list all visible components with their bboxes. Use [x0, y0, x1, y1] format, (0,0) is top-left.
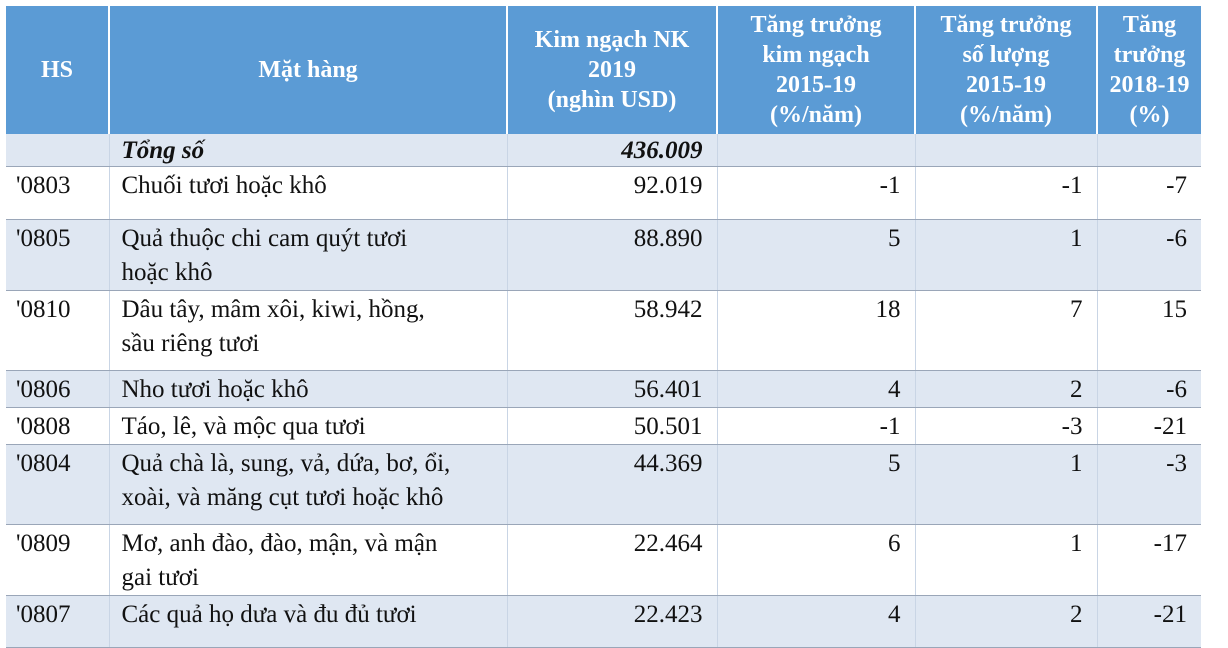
table-row [6, 525, 1201, 596]
volume-growth-cell: 2 [915, 596, 1097, 648]
value-growth-cell: 4 [717, 371, 915, 408]
header-volume-growth: Tăng trưởng số lượng 2015-19 (%/năm) [915, 6, 1097, 134]
hs-code-cell: '0808 [6, 408, 109, 445]
total-row [6, 134, 1201, 167]
hs-code-cell: '0810 [6, 291, 109, 371]
total-value: 436.009 [507, 134, 717, 167]
annual-growth-cell: -21 [1097, 408, 1201, 445]
item-cell: Quả thuộc chi cam quýt tươi hoặc khô [109, 220, 507, 291]
volume-growth-cell: -3 [915, 408, 1097, 445]
total-label: Tổng số [109, 134, 507, 167]
annual-growth-cell: -3 [1097, 445, 1201, 525]
volume-growth-cell: 2 [915, 371, 1097, 408]
fruit-import-table [6, 6, 1201, 648]
annual-growth-cell: 15 [1097, 291, 1201, 371]
import-value-cell: 92.019 [507, 167, 717, 220]
annual-growth-cell: -6 [1097, 220, 1201, 291]
total-empty-cell [1097, 134, 1201, 167]
import-value-cell: 58.942 [507, 291, 717, 371]
volume-growth-cell: 7 [915, 291, 1097, 371]
header-value-growth: Tăng trưởng kim ngạch 2015-19 (%/năm) [717, 6, 915, 134]
table-row [6, 596, 1201, 648]
header-row [6, 6, 1201, 134]
volume-growth-cell: 1 [915, 220, 1097, 291]
annual-growth-cell: -17 [1097, 525, 1201, 596]
header-item: Mặt hàng [109, 6, 507, 134]
value-growth-cell: -1 [717, 167, 915, 220]
import-value-cell: 56.401 [507, 371, 717, 408]
import-value-cell: 22.423 [507, 596, 717, 648]
table-body [6, 134, 1201, 648]
hs-code-cell: '0805 [6, 220, 109, 291]
volume-growth-cell: 1 [915, 445, 1097, 525]
table-row [6, 371, 1201, 408]
hs-code-cell: '0804 [6, 445, 109, 525]
table-row [6, 445, 1201, 525]
value-growth-cell: 5 [717, 220, 915, 291]
table-container [6, 6, 1201, 648]
annual-growth-cell: -7 [1097, 167, 1201, 220]
header-import-value: Kim ngạch NK 2019 (nghìn USD) [507, 6, 717, 134]
annual-growth-cell: -21 [1097, 596, 1201, 648]
total-empty-cell [915, 134, 1097, 167]
header-hs: HS [6, 6, 109, 134]
import-value-cell: 22.464 [507, 525, 717, 596]
import-value-cell: 44.369 [507, 445, 717, 525]
value-growth-cell: 18 [717, 291, 915, 371]
value-growth-cell: -1 [717, 408, 915, 445]
item-cell: Quả chà là, sung, vả, dứa, bơ, ổi, xoài, và măng cụt tươi hoặc khô [109, 445, 507, 525]
table-row [6, 408, 1201, 445]
table-row [6, 167, 1201, 220]
item-cell: Nho tươi hoặc khô [109, 371, 507, 408]
annual-growth-cell: -6 [1097, 371, 1201, 408]
hs-code-cell: '0809 [6, 525, 109, 596]
hs-code-cell: '0806 [6, 371, 109, 408]
item-cell: Táo, lê, và mộc qua tươi [109, 408, 507, 445]
value-growth-cell: 5 [717, 445, 915, 525]
item-cell: Dâu tây, mâm xôi, kiwi, hồng, sầu riêng tươi [109, 291, 507, 371]
import-value-cell: 88.890 [507, 220, 717, 291]
volume-growth-cell: -1 [915, 167, 1097, 220]
header-annual-growth: Tăng trưởng 2018-19 (%) [1097, 6, 1201, 134]
item-cell: Chuối tươi hoặc khô [109, 167, 507, 220]
item-cell: Mơ, anh đào, đào, mận, và mận gai tươi [109, 525, 507, 596]
hs-code-cell: '0803 [6, 167, 109, 220]
total-hs-cell [6, 134, 109, 167]
total-empty-cell [717, 134, 915, 167]
value-growth-cell: 4 [717, 596, 915, 648]
import-value-cell: 50.501 [507, 408, 717, 445]
table-row [6, 220, 1201, 291]
table-header [6, 6, 1201, 134]
value-growth-cell: 6 [717, 525, 915, 596]
item-cell: Các quả họ dưa và đu đủ tươi [109, 596, 507, 648]
volume-growth-cell: 1 [915, 525, 1097, 596]
table-row [6, 291, 1201, 371]
hs-code-cell: '0807 [6, 596, 109, 648]
